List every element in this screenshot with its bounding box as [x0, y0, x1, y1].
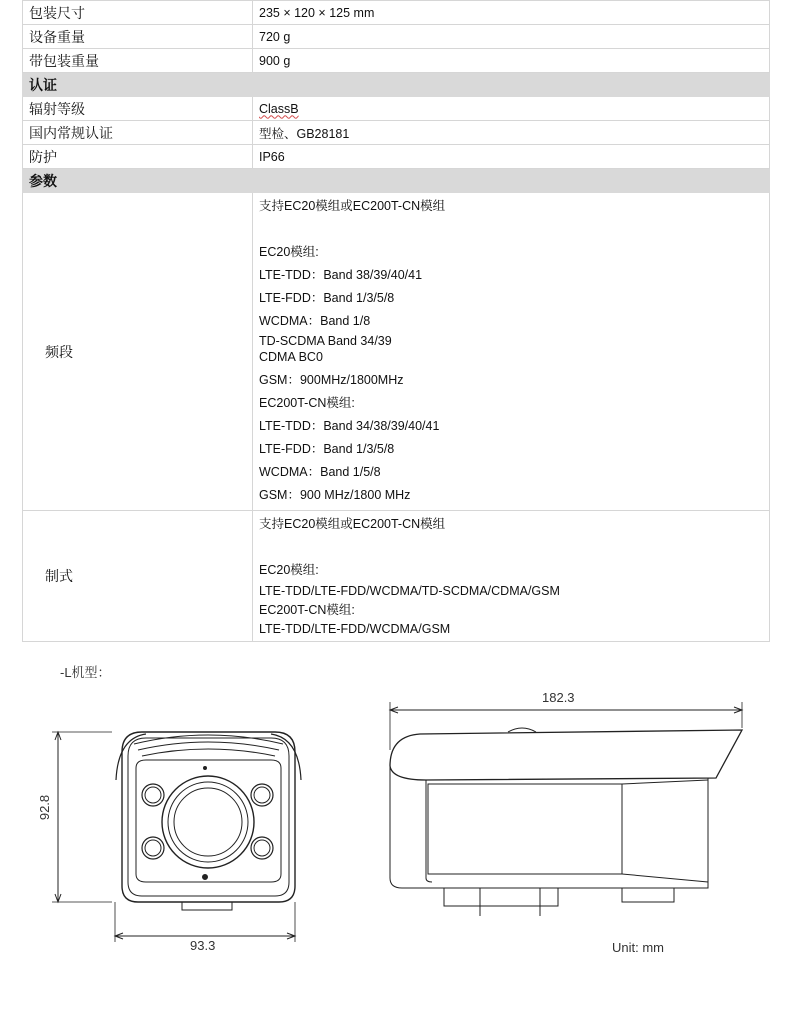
- model-caption: -L机型：: [60, 665, 111, 680]
- band-line: GSM：900 MHz/1800 MHz: [259, 488, 411, 502]
- spec-value: 235 × 120 × 125 mm: [253, 1, 770, 25]
- front-view: [52, 732, 301, 942]
- section-title: 认证: [23, 73, 770, 97]
- side-view: [390, 702, 742, 916]
- mode-line: EC20模组:: [259, 563, 319, 577]
- spec-label: 制式: [23, 511, 253, 642]
- band-lines: [259, 193, 763, 510]
- mode-line: [259, 536, 763, 559]
- spec-label: 带包装重量: [23, 49, 253, 73]
- spec-label: 包装尺寸: [23, 1, 253, 25]
- spec-row-package-size: [23, 1, 770, 25]
- spec-label: 设备重量: [23, 25, 253, 49]
- spec-row-mode: [23, 511, 770, 642]
- band-line: TD-SCDMA Band 34/39: [259, 334, 392, 348]
- section-header-cert: [23, 73, 770, 97]
- unit-label: Unit: mm: [612, 940, 664, 955]
- dim-width-label: 93.3: [190, 938, 216, 953]
- spec-row-band: [23, 193, 770, 511]
- spec-row-device-weight: [23, 25, 770, 49]
- mode-lines: [259, 511, 763, 641]
- band-line: EC200T-CN模组:: [259, 396, 355, 410]
- spec-value: 720 g: [253, 25, 770, 49]
- spec-row-certification: [23, 121, 770, 145]
- mode-line: EC200T-CN模组:: [259, 603, 355, 617]
- spec-label: 防护: [23, 145, 253, 169]
- spec-label: 国内常规认证: [23, 121, 253, 145]
- band-line: LTE-TDD：Band 34/38/39/40/41: [259, 419, 440, 433]
- spec-label: 辐射等级: [23, 97, 253, 121]
- spec-row-protection: [23, 145, 770, 169]
- mode-line: LTE-TDD/LTE-FDD/WCDMA/GSM: [259, 622, 451, 636]
- section-title: 参数: [23, 169, 770, 193]
- spec-row-package-weight: [23, 49, 770, 73]
- band-line: GSM：900MHz/1800MHz: [259, 373, 404, 387]
- mode-line: 支持EC20模组或EC200T-CN模组: [259, 517, 446, 531]
- dim-height-label: 92.8: [37, 794, 53, 821]
- spec-label: 频段: [23, 193, 253, 511]
- dimension-drawing: [22, 630, 770, 1010]
- band-line: WCDMA：Band 1/5/8: [259, 465, 381, 479]
- dim-length-label: 182.3: [542, 690, 575, 705]
- band-line: LTE-TDD：Band 38/39/40/41: [259, 268, 423, 282]
- spec-table: [22, 0, 770, 642]
- band-line: EC20模组:: [259, 245, 319, 259]
- band-line: LTE-FDD：Band 1/3/5/8: [259, 291, 395, 305]
- band-line: 支持EC20模组或EC200T-CN模组: [259, 199, 446, 213]
- spec-value: 型检、GB28181: [253, 121, 770, 145]
- spec-value: ClassB: [259, 101, 299, 116]
- band-line: [259, 218, 763, 241]
- band-line: LTE-FDD：Band 1/3/5/8: [259, 442, 395, 456]
- spec-value: 900 g: [253, 49, 770, 73]
- mode-line: LTE-TDD/LTE-FDD/WCDMA/TD-SCDMA/CDMA/GSM: [259, 584, 560, 598]
- band-line: CDMA BC0: [259, 350, 323, 364]
- section-header-params: [23, 169, 770, 193]
- spec-value: IP66: [253, 145, 770, 169]
- spec-row-radiation: [23, 97, 770, 121]
- band-line: WCDMA：Band 1/8: [259, 314, 371, 328]
